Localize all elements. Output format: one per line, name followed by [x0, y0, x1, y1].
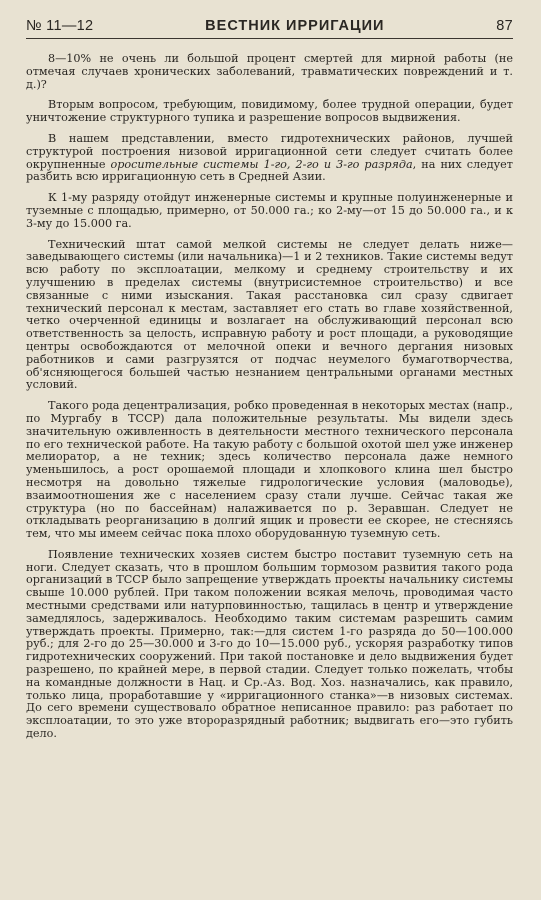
- paragraph-2: [26, 99, 513, 125]
- paragraph-6: [26, 400, 513, 541]
- paragraph-3-emphasis: оросительные системы 1-го, 2-го и 3-го разряда: [110, 157, 413, 171]
- paragraph-5-text: Технический штат самой мелкой системы не следует делать ниже—заведывающего системы (или начальника)—1 и 2 техников. Такие системы ведут всю работу по эксплоатации, мелкому и среднему строительству и их улучшению в пределах системы (внутрисистемное строительство) и все связанные с ними изыскания. Такая расстановка сил сразу сдвигает технический персонал к местам, заставляет его стать во главе хозяйственной, четко очерченной единицы и возлагает на обслуживающий персонал всю ответственность за целость, исправную работу и рост площади, а руководящие центры освобождаются от мелочной опеки и вечного дергания низовых работников и сами разгрузятся от подчас неумелого бумаготворчества, об'ясняющегося большей частью незнанием центральными органами местных условий.: [26, 237, 513, 392]
- paragraph-7-text: Появление технических хозяев систем быстро поставит туземную сеть на ноги. Следует сказать, что в прошлом большим тормозом развития такого рода организаций в ТССР было запрещение утверждать проекты начальнику системы свыше 10.000 рублей. При таком положении всякая мелочь, проводимая часто местными средствами или натурповинностью, тащилась в центр и утверждение замедлялось, задерживалось. Необходимо таким системам разрешить самим утверждать проекты. Примерно, так:—для систем 1-го разряда до 50—100.000 руб.; для 2-го до 25—30.000 и 3-го до 10—15.000 руб., ускоряя разработку типов гидротехнических сооружений. При такой постановке и дело выдвижения будет разрешено, по крайней мере, в первой стадии. Следует только пожелать, чтобы на командные должности в Нац. и Ср.-Аз. Вод. Хоз. назначались, как правило, только лица, проработавшие у «ирригационного станка»—в низовых системах. До сего времени существовало обратное неписанное правило: раз работает по эксплоатации, то это уже второразрядный работник; выдвигать его—это губить дело.: [26, 547, 513, 741]
- paragraph-2-text: Вторым вопросом, требующим, повидимому, более трудной операции, будет уничтожение структурного тупика и разрешение вопросов выдвижения.: [26, 98, 513, 125]
- paragraph-5: [26, 239, 513, 393]
- paragraph-3-text-end: , на них следует разбить всю ирригационную сеть в Средней Азии.: [26, 157, 513, 184]
- paragraph-7: [26, 549, 513, 741]
- page-number: 87: [496, 18, 513, 34]
- paragraph-4: [26, 192, 513, 230]
- paragraph-1-text: 8—10% не очень ли большой процент смертей для мирной работы (не отмечая случаев хронических заболеваний, травматических повреждений и т. д.)?: [26, 52, 513, 91]
- paragraph-4-text: К 1-му разряду отойдут инженерные системы и крупные полуинженерные и туземные с площадью, примерно, от 50.000 га.; ко 2-му—от 15 до 50.000 га., и к 3-му до 15.000 га.: [26, 191, 513, 230]
- running-header: [26, 18, 513, 38]
- issue-number: № 11—12: [26, 18, 94, 34]
- paragraph-1: [26, 53, 513, 91]
- paragraph-3-text: В нашем представлении, вместо гидротехнических районов, лучшей структурой построения низовой ирригационной сети следует считать более окрупненные: [26, 131, 513, 171]
- paragraph-6-text: Такого рода децентрализация, робко проведенная в некоторых местах (напр., по Мургабу в ТССР) дала положительные результаты. Мы видели здесь значительную оживленность в деятельности местного технического персонала по его технической работе. На такую работу с большой охотой шел уже инженер мелиоратор, а не техник; здесь количество персонала даже немного уменьшилось, а рост орошаемой площади и хлопкового клина шел быстро несмотря на довольно тяжелые гидрологические условия (маловодье), взаимоотношения же с населением сразу стали лучше. Сейчас такая же структура (но по бассейнам) налаживается по р. Зеравшан. Следует не откладывать реорганизацию в долгий ящик и провести ее скорее, не стесняясь тем, что мы имеем сейчас пока плохо оборудованную туземную сеть.: [26, 399, 513, 541]
- header-rule: [26, 38, 513, 39]
- paragraph-3: [26, 133, 513, 184]
- article-body: [26, 53, 513, 741]
- journal-title: ВЕСТНИК ИРРИГАЦИИ: [205, 18, 385, 34]
